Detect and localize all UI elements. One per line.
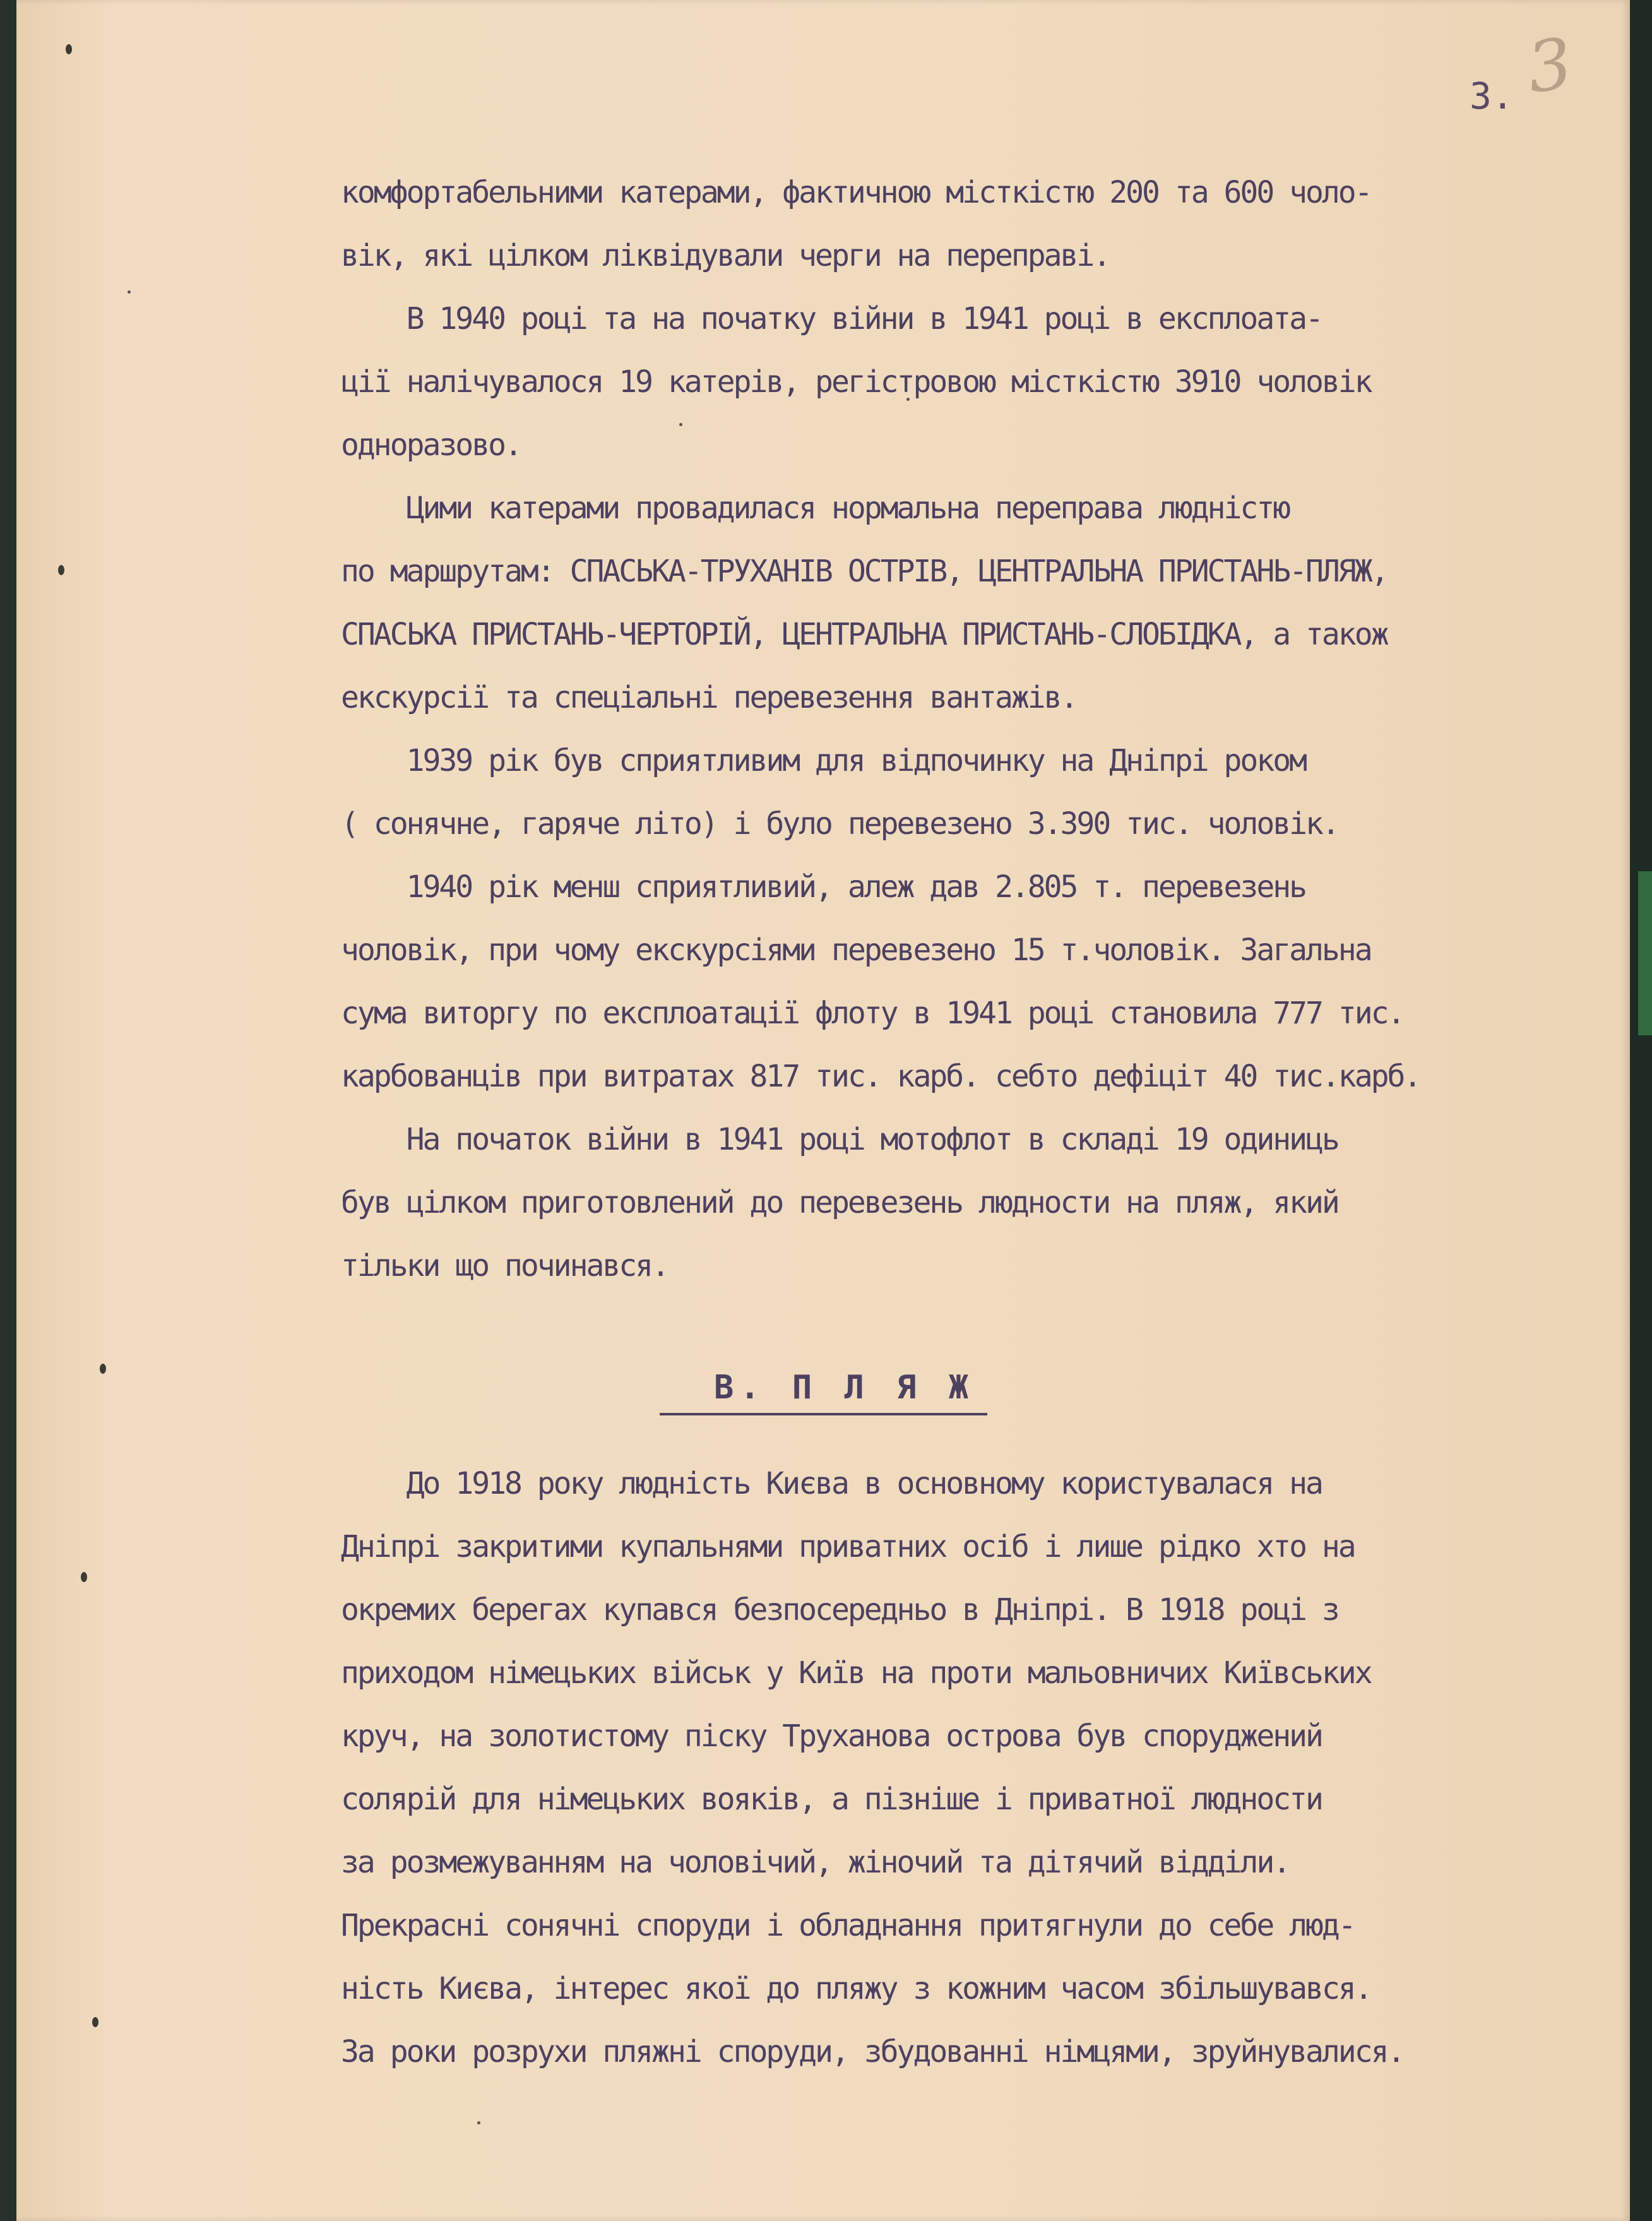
text-line: 1940 рік менш сприятливий, алеж дав 2.805 т. перевезень — [341, 869, 1306, 905]
punch-hole — [58, 565, 64, 575]
dark-edge — [1627, 0, 1652, 2221]
page-number: 3. — [1470, 74, 1514, 117]
speck — [128, 290, 131, 294]
text-line: За роки розрухи пляжні споруди, збудованні німцями, зруйнувалися. — [341, 2034, 1404, 2069]
text-line: На початок війни в 1941 році мотофлот в складі 19 одиниць — [341, 1122, 1338, 1157]
text-line: був цілком приготовлений до перевезень людности на пляж, який — [341, 1185, 1338, 1220]
text-line: приходом німецьких військ у Київ на проти мальовничих Київських — [341, 1655, 1371, 1691]
text-line: по маршрутам: СПАСЬКА-ТРУХАНІВ ОСТРІВ, ЦЕНТРАЛЬНА ПРИСТАНЬ-ПЛЯЖ, — [341, 554, 1388, 589]
section-heading: В. П Л Я Ж — [660, 1369, 987, 1415]
text-line: Цими катерами провадилася нормальна переправа людністю — [341, 491, 1290, 526]
speck — [477, 2121, 480, 2124]
text-line: вік, які цілком ліквідували черги на переправі. — [341, 238, 1110, 273]
text-line: До 1918 року людність Києва в основному користувалася на — [341, 1466, 1322, 1501]
punch-hole — [92, 2017, 98, 2027]
text-line: комфортабельними катерами, фактичною місткістю 200 та 600 чоло- — [341, 175, 1371, 210]
punch-hole — [66, 44, 72, 54]
green-edge — [1638, 871, 1652, 1035]
text-line: В 1940 році та на початку війни в 1941 році в експлоата- — [341, 301, 1322, 336]
text-line: ( сонячне, гаряче літо) і було перевезено 3.390 тис. чоловік. — [341, 806, 1338, 842]
text-line: тільки що починався. — [341, 1248, 668, 1283]
punch-hole — [81, 1572, 87, 1582]
text-line: окремих берегах купався безпосередньо в Дніпрі. В 1918 році з — [341, 1592, 1338, 1628]
text-line: карбованців при витратах 817 тис. карб. себто дефіціт 40 тис.карб. — [341, 1059, 1420, 1094]
text-line: круч, на золотистому піску Труханова острова був споруджений — [341, 1718, 1322, 1754]
text-line: екскурсії та спеціальні перевезення вантажів. — [341, 680, 1077, 715]
main-text-2 — [341, 1452, 1629, 2083]
text-line: одноразово. — [341, 427, 521, 463]
section-heading-wrap — [660, 1369, 987, 1415]
text-line: за розмежуванням на чоловічий, жіночий та дітячий відділи. — [341, 1845, 1290, 1880]
text-line: 1939 рік був сприятливим для відпочинку на Дніпрі роком — [341, 743, 1306, 778]
text-line: ції налічувалося 19 катерів, регістровою місткістю 3910 чоловік — [341, 364, 1371, 400]
text-line: СПАСЬКА ПРИСТАНЬ-ЧЕРТОРІЙ, ЦЕНТРАЛЬНА ПРИСТАНЬ-СЛОБІДКА, а також — [341, 617, 1388, 652]
text-line: чоловік, при чому екскурсіями перевезено 15 т.чоловік. Загальна — [341, 932, 1371, 968]
text-line: ність Києва, інтерес якої до пляжу з кожним часом збільшувався. — [341, 1971, 1371, 2006]
text-line: сума виторгу по експлоатації флоту в 1941 році становила 777 тис. — [341, 996, 1404, 1031]
text-line: Прекрасні сонячні споруди і обладнання притягнули до себе люд- — [341, 1908, 1355, 1943]
text-line: Дніпрі закритими купальнями приватних осіб і лише рідко хто на — [341, 1529, 1355, 1564]
text-line: солярій для німецьких вояків, а пізніше і приватної людности — [341, 1782, 1322, 1817]
archive-number: 3 — [1522, 22, 1578, 109]
punch-hole — [100, 1364, 106, 1374]
main-text — [341, 161, 1629, 1297]
